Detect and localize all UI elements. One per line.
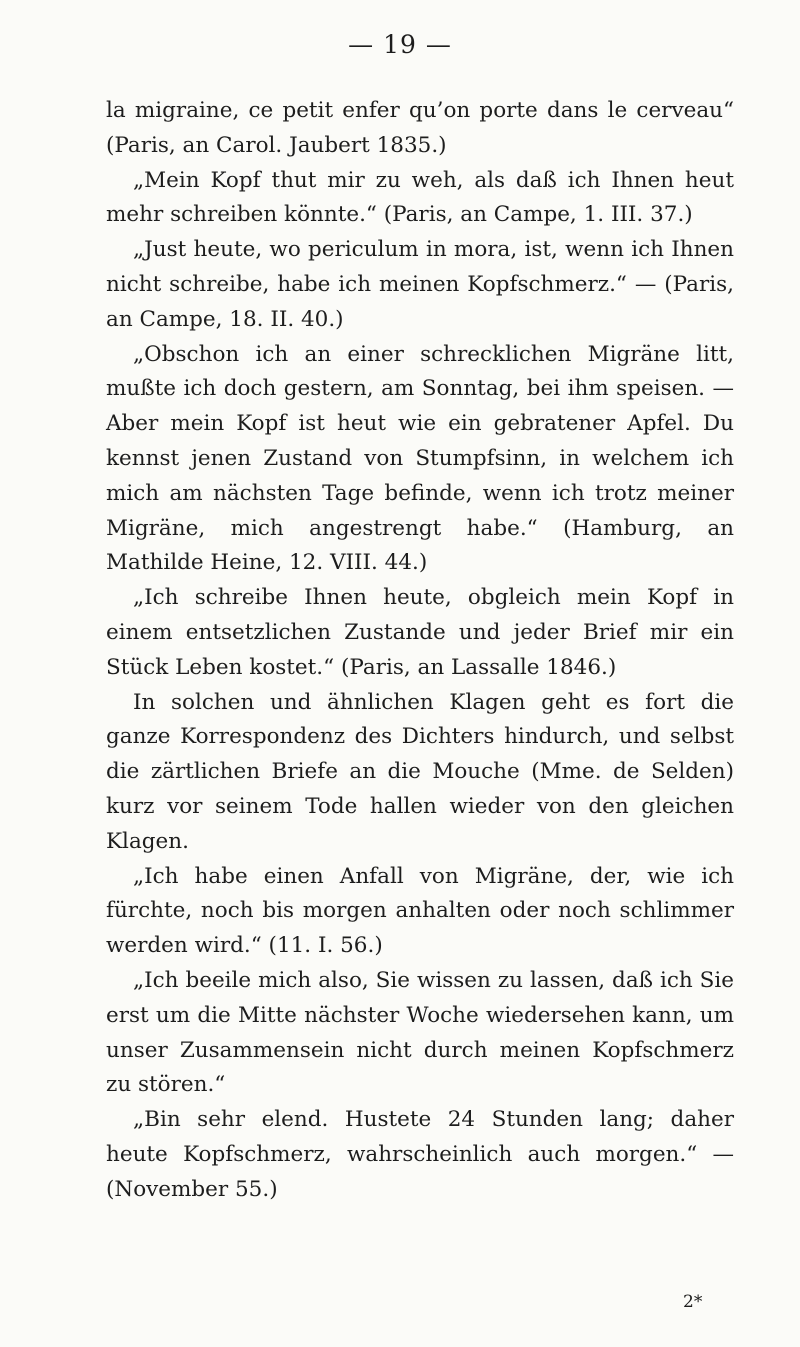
paragraph-1: la migraine, ce petit enfer qu’on porte dans le cerveau“ (Paris, an Carol. Jaubert 1835.) (106, 98, 734, 158)
page-number: — 19 — (348, 30, 452, 59)
body-text (106, 94, 734, 1208)
paragraph-4: „Obschon ich an einer schrecklichen Migräne litt, mußte ich doch gestern, am Sonntag, bei ihm speisen. — Aber mein Kopf ist heut wie ein gebratener Apfel. Du kennst jenen Zustand von Stumpfsinn, in welchem ich mich am nächsten Tage befinde, wenn ich trotz meiner Migräne, mich angestrengt habe.“ (Hamburg, an Mathilde Heine, 12. VIII. 44.) (106, 341, 734, 576)
paragraph-6: In solchen und ähnlichen Klagen geht es fort die ganze Korrespondenz des Dichters hindurch, und selbst die zärtlichen Briefe an die Mouche (Mme. de Selden) kurz vor seinem Tode hallen wieder von den gleichen Klagen. (106, 689, 734, 854)
paragraph-5: „Ich schreibe Ihnen heute, obgleich mein Kopf in einem entsetzlichen Zustande und jeder Brief mir ein Stück Leben kostet.“ (Paris, an Lassalle 1846.) (106, 585, 734, 680)
paragraph-7: „Ich habe einen Anfall von Migräne, der, wie ich fürchte, noch bis morgen anhalten oder noch schlimmer werden wird.“ (11. I. 56.) (106, 863, 734, 959)
signature-mark: 2* (683, 1292, 703, 1312)
paragraph-9: „Bin sehr elend. Hustete 24 Stunden lang; daher heute Kopfschmerz, wahrscheinlich auch morgen.“ — (November 55.) (106, 1107, 734, 1202)
paragraph-3: „Just heute, wo periculum in mora, ist, wenn ich Ihnen nicht schreibe, habe ich meinen Kopfschmerz.“ — (Paris, an Campe, 18. II. 40.) (106, 237, 734, 332)
paragraph-8: „Ich beeile mich also, Sie wissen zu lassen, daß ich Sie erst um die Mitte nächster Woche wiedersehen kann, um unser Zusammensein nicht durch meinen Kopfschmerz zu stören.“ (106, 967, 734, 1098)
paragraph-2: „Mein Kopf thut mir zu weh, als daß ich Ihnen heut mehr schreiben könnte.“ (Paris, an Campe, 1. III. 37.) (106, 167, 734, 228)
